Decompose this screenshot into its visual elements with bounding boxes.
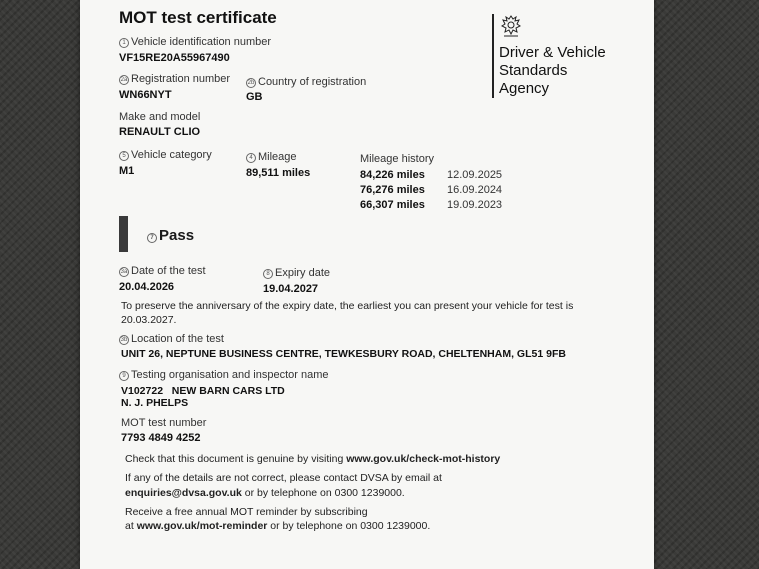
inspector-name: N. J. PHELPS: [121, 397, 189, 409]
mot-test-number-value: 7793 4849 4252: [121, 432, 201, 444]
expiry-date-label: 8 Expiry date: [263, 267, 330, 279]
reminder-text: Receive a free annual MOT reminder by subscribing: [125, 506, 368, 518]
agency-line: Driver & Vehicle: [499, 44, 606, 61]
vin-value: VF15RE20A55967490: [119, 52, 230, 64]
registration-label: 2a Registration number: [120, 73, 231, 85]
reminder-details: at www.gov.uk/mot-reminder or by telephone on 0300 1239000.: [125, 520, 431, 532]
mileage-history-miles: 66,307 miles: [360, 199, 425, 211]
agency-name: [499, 44, 606, 98]
check-mot-history-link[interactable]: www.gov.uk/check-mot-history: [346, 453, 501, 465]
field-number-badge: 7: [147, 233, 157, 243]
date-of-test-label: 3a Date of the test: [120, 265, 206, 277]
vehicle-category-label: 5 Vehicle category: [119, 149, 212, 161]
mileage-history-date: 16.09.2024: [447, 184, 503, 196]
test-result: 7 Pass: [147, 227, 194, 244]
make-model-value: RENAULT CLIO: [119, 126, 201, 138]
country-value: GB: [246, 91, 263, 103]
vehicle-category-value: M1: [119, 165, 135, 177]
mileage-label: 4 Mileage: [246, 151, 297, 163]
mot-test-number-label: MOT test number: [121, 417, 207, 429]
agency-divider: [492, 14, 494, 98]
mot-reminder-link[interactable]: www.gov.uk/mot-reminder: [136, 520, 268, 532]
contact-details: enquiries@dvsa.gov.uk or by telephone on 0300 1239000.: [125, 487, 405, 499]
field-number-badge: 5: [119, 151, 129, 161]
agency-line: Standards: [499, 62, 568, 79]
royal-crest-icon: [500, 14, 522, 38]
registration-value: WN66NYT: [119, 89, 172, 101]
location-label: 3b Location of the test: [120, 333, 224, 345]
dvsa-email-link[interactable]: enquiries@dvsa.gov.uk: [125, 487, 242, 499]
earliest-test-date: 20.03.2027.: [121, 314, 177, 326]
mileage-history-label: Mileage history: [360, 153, 434, 165]
testing-org-value: V102722 NEW BARN CARS LTD: [121, 385, 285, 397]
field-number-badge: 8: [263, 269, 273, 279]
contact-text: If any of the details are not correct, please contact DVSA by email at: [125, 472, 442, 484]
vin-label: 1 Vehicle identification number: [119, 36, 271, 48]
field-number-badge: 2a: [120, 77, 128, 83]
field-number-badge: 2b: [247, 80, 255, 86]
agency-line: Agency: [499, 80, 550, 97]
field-number-badge: 9: [119, 371, 129, 381]
preserve-anniversary-text: To preserve the anniversary of the expiry date, the earliest you can present your vehicle for test is: [121, 300, 574, 312]
make-model-label: Make and model: [119, 111, 201, 123]
mileage-history-date: 12.09.2025: [447, 169, 503, 181]
field-number-badge: 3b: [120, 337, 128, 343]
expiry-date-value: 19.04.2027: [263, 283, 319, 295]
mileage-history-date: 19.09.2023: [447, 199, 503, 211]
location-value: UNIT 26, NEPTUNE BUSINESS CENTRE, TEWKESBURY ROAD, CHELTENHAM, GL51 9FB: [121, 348, 566, 360]
country-label: 2b Country of registration: [247, 76, 367, 88]
mileage-value: 89,511 miles: [246, 167, 311, 179]
mileage-history-miles: 76,276 miles: [360, 184, 425, 196]
check-genuine-text: Check that this document is genuine by visiting www.gov.uk/check-mot-history: [125, 453, 501, 465]
mot-certificate-page: [80, 0, 654, 569]
mileage-history-miles: 84,226 miles: [360, 169, 425, 181]
date-of-test-value: 20.04.2026: [119, 281, 175, 293]
certificate-title: MOT test certificate: [119, 8, 277, 27]
testing-org-label: 9 Testing organisation and inspector name: [119, 369, 329, 381]
field-number-badge: 3a: [120, 269, 128, 275]
result-marker: [119, 216, 128, 252]
field-number-badge: 1: [119, 38, 129, 48]
field-number-badge: 4: [246, 153, 256, 163]
